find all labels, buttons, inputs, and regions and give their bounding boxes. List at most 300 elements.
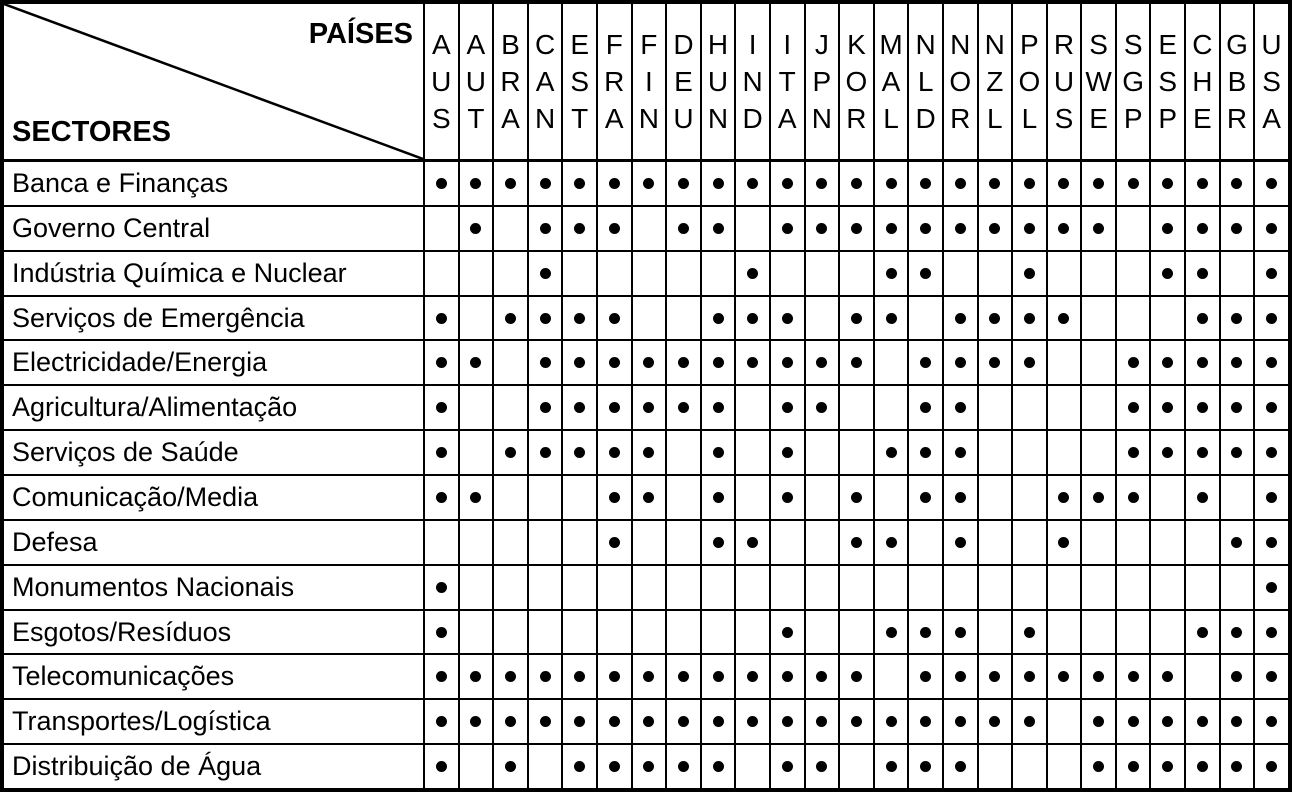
dot-marker: [816, 402, 827, 413]
matrix-cell-deu: [667, 297, 702, 340]
country-code-letter: A: [777, 103, 797, 134]
dot-marker: [816, 716, 827, 727]
matrix-cell-ita: [771, 431, 806, 474]
matrix-cell-nor: [944, 431, 979, 474]
country-column-header-nld: [909, 4, 944, 159]
matrix-cell-aus: [425, 521, 460, 564]
matrix-cell-esp: [1151, 745, 1186, 788]
matrix-cell-pol: [1013, 207, 1048, 250]
country-code-letter: O: [845, 66, 868, 97]
matrix-cell-est: [563, 207, 598, 250]
matrix-cell-deu: [667, 207, 702, 250]
dot-marker: [713, 492, 724, 503]
country-code-letter: U: [431, 66, 452, 97]
sector-label: Esgotos/Resíduos: [4, 611, 425, 654]
matrix-cell-ind: [736, 207, 771, 250]
country-code-letter: L: [917, 66, 934, 97]
country-code-letter: U: [1261, 29, 1282, 60]
matrix-cell-fin: [633, 341, 668, 384]
matrix-cell-hun: [702, 431, 737, 474]
dot-marker: [1266, 492, 1277, 503]
matrix-cell-kor: [840, 745, 875, 788]
dot-marker: [1197, 357, 1208, 368]
matrix-cell-kor: [840, 611, 875, 654]
matrix-cell-aus: [425, 476, 460, 519]
matrix-cell-usa: [1255, 386, 1288, 429]
matrix-cell-usa: [1255, 745, 1288, 788]
matrix-cell-gbr: [1221, 341, 1256, 384]
matrix-cell-aut: [460, 297, 495, 340]
matrix-cell-can: [529, 476, 564, 519]
dot-marker: [747, 671, 758, 682]
dot-marker: [955, 313, 966, 324]
matrix-cell-nzl: [979, 521, 1014, 564]
dot-marker: [1197, 223, 1208, 234]
matrix-cell-pol: [1013, 386, 1048, 429]
dot-marker: [955, 537, 966, 548]
matrix-cell-deu: [667, 431, 702, 474]
matrix-cell-rus: [1048, 745, 1083, 788]
matrix-cell-swe: [1082, 655, 1117, 698]
dot-marker: [1162, 761, 1173, 772]
matrix-cell-hun: [702, 386, 737, 429]
country-code-letter: S: [1262, 66, 1281, 97]
matrix-cell-aut: [460, 207, 495, 250]
matrix-cell-kor: [840, 521, 875, 564]
matrix-cell-pol: [1013, 431, 1048, 474]
matrix-cell-che: [1186, 207, 1221, 250]
matrix-cell-sgp: [1117, 611, 1152, 654]
matrix-cell-nor: [944, 252, 979, 295]
matrix-cell-ind: [736, 566, 771, 609]
dot-marker: [713, 402, 724, 413]
matrix-cell-nor: [944, 476, 979, 519]
dot-marker: [1197, 178, 1208, 189]
matrix-cell-sgp: [1117, 252, 1152, 295]
matrix-cell-gbr: [1221, 162, 1256, 205]
matrix-cell-deu: [667, 341, 702, 384]
matrix-cell-est: [563, 745, 598, 788]
matrix-cell-ita: [771, 745, 806, 788]
dot-marker: [1197, 268, 1208, 279]
dot-marker: [920, 447, 931, 458]
matrix-cell-usa: [1255, 476, 1288, 519]
sector-label: Comunicação/Media: [4, 476, 425, 519]
country-code-letter: A: [1262, 103, 1281, 134]
matrix-cell-can: [529, 611, 564, 654]
dot-marker: [470, 357, 481, 368]
matrix-cell-jpn: [806, 476, 841, 519]
matrix-cell-mal: [875, 745, 910, 788]
matrix-cell-swe: [1082, 386, 1117, 429]
dot-marker: [747, 357, 758, 368]
matrix-cell-fra: [598, 207, 633, 250]
dot-marker: [678, 671, 689, 682]
matrix-cell-bra: [494, 207, 529, 250]
matrix-cell-nzl: [979, 297, 1014, 340]
dot-marker: [470, 178, 481, 189]
matrix-cell-nor: [944, 655, 979, 698]
country-column-header-jpn: [806, 4, 841, 159]
matrix-cell-swe: [1082, 297, 1117, 340]
matrix-cell-aus: [425, 341, 460, 384]
dot-marker: [816, 671, 827, 682]
matrix-cell-mal: [875, 431, 910, 474]
matrix-cell-aut: [460, 476, 495, 519]
dot-marker: [1058, 223, 1069, 234]
matrix-cell-swe: [1082, 341, 1117, 384]
matrix-cell-est: [563, 566, 598, 609]
country-column-header-usa: [1255, 4, 1288, 159]
matrix-cell-bra: [494, 431, 529, 474]
dot-marker: [989, 716, 1000, 727]
matrix-cell-ita: [771, 162, 806, 205]
country-column-header-can: [529, 4, 564, 159]
dot-marker: [1231, 761, 1242, 772]
matrix-cell-esp: [1151, 700, 1186, 743]
dot-marker: [574, 761, 585, 772]
matrix-cell-che: [1186, 611, 1221, 654]
dot-marker: [436, 716, 447, 727]
matrix-cell-fra: [598, 431, 633, 474]
dot-marker: [540, 313, 551, 324]
matrix-cell-est: [563, 655, 598, 698]
country-code-letter: J: [814, 29, 829, 60]
dot-marker: [609, 357, 620, 368]
matrix-cell-fra: [598, 745, 633, 788]
matrix-cell-aut: [460, 431, 495, 474]
dot-marker: [1231, 223, 1242, 234]
matrix-cell-rus: [1048, 341, 1083, 384]
dot-marker: [851, 178, 862, 189]
table-row: [4, 566, 1288, 611]
dot-marker: [609, 402, 620, 413]
matrix-cell-nor: [944, 207, 979, 250]
matrix-cell-fra: [598, 476, 633, 519]
dot-marker: [609, 537, 620, 548]
country-code-letter: Z: [986, 66, 1004, 97]
dot-marker: [436, 402, 447, 413]
country-code-letter: R: [846, 103, 867, 134]
dot-marker: [1266, 537, 1277, 548]
dot-marker: [1128, 447, 1139, 458]
matrix-cell-hun: [702, 655, 737, 698]
matrix-cell-esp: [1151, 476, 1186, 519]
matrix-cell-fra: [598, 611, 633, 654]
matrix-cell-gbr: [1221, 386, 1256, 429]
dot-marker: [920, 268, 931, 279]
country-code-letter: P: [812, 66, 832, 97]
matrix-cell-nor: [944, 745, 979, 788]
dot-marker: [1162, 268, 1173, 279]
table-row: [4, 386, 1288, 431]
dot-marker: [1197, 627, 1208, 638]
matrix-cell-mal: [875, 162, 910, 205]
dot-marker: [1024, 357, 1035, 368]
matrix-cell-jpn: [806, 521, 841, 564]
dot-marker: [851, 223, 862, 234]
table-row: [4, 476, 1288, 521]
matrix-cell-aut: [460, 566, 495, 609]
matrix-cell-nor: [944, 700, 979, 743]
dot-marker: [747, 313, 758, 324]
matrix-cell-fin: [633, 521, 668, 564]
country-code-letter: N: [915, 29, 936, 60]
matrix-cell-fin: [633, 386, 668, 429]
matrix-cell-esp: [1151, 341, 1186, 384]
dot-marker: [1093, 492, 1104, 503]
matrix-cell-nzl: [979, 341, 1014, 384]
dot-marker: [1128, 671, 1139, 682]
dot-marker: [1197, 313, 1208, 324]
matrix-cell-nld: [909, 297, 944, 340]
matrix-cell-jpn: [806, 341, 841, 384]
country-column-header-che: [1186, 4, 1221, 159]
matrix-cell-fin: [633, 431, 668, 474]
dot-marker: [678, 178, 689, 189]
matrix-cell-est: [563, 297, 598, 340]
matrix-cell-fin: [633, 745, 668, 788]
matrix-cell-aut: [460, 655, 495, 698]
matrix-cell-sgp: [1117, 341, 1152, 384]
country-code-letter: N: [534, 103, 556, 134]
dot-marker: [643, 716, 654, 727]
matrix-cell-kor: [840, 207, 875, 250]
dot-marker: [920, 716, 931, 727]
matrix-cell-hun: [702, 341, 737, 384]
matrix-cell-nld: [909, 341, 944, 384]
dot-marker: [643, 671, 654, 682]
matrix-cell-bra: [494, 297, 529, 340]
matrix-cell-nzl: [979, 476, 1014, 519]
sector-label: Banca e Finanças: [4, 162, 425, 205]
dot-marker: [713, 671, 724, 682]
matrix-cell-nld: [909, 476, 944, 519]
matrix-cell-aut: [460, 252, 495, 295]
table-row: [4, 521, 1288, 566]
matrix-cell-can: [529, 431, 564, 474]
dot-marker: [470, 223, 481, 234]
matrix-cell-aus: [425, 566, 460, 609]
dot-marker: [851, 492, 862, 503]
matrix-cell-nzl: [979, 431, 1014, 474]
matrix-cell-est: [563, 341, 598, 384]
sector-label: Electricidade/Energia: [4, 341, 425, 384]
matrix-cell-fra: [598, 700, 633, 743]
matrix-cell-aut: [460, 611, 495, 654]
country-column-header-swe: [1082, 4, 1117, 159]
matrix-cell-ind: [736, 476, 771, 519]
dot-marker: [609, 716, 620, 727]
matrix-cell-che: [1186, 341, 1221, 384]
country-code-letter: D: [742, 103, 763, 134]
matrix-cell-che: [1186, 655, 1221, 698]
matrix-cell-usa: [1255, 252, 1288, 295]
matrix-cell-pol: [1013, 162, 1048, 205]
matrix-cell-usa: [1255, 341, 1288, 384]
matrix-cell-can: [529, 566, 564, 609]
dot-marker: [574, 716, 585, 727]
matrix-cell-aus: [425, 297, 460, 340]
matrix-cell-kor: [840, 655, 875, 698]
country-code-letter: F: [640, 29, 658, 60]
matrix-cell-fra: [598, 341, 633, 384]
matrix-cell-gbr: [1221, 566, 1256, 609]
dot-marker: [1197, 402, 1208, 413]
dot-marker: [816, 223, 827, 234]
country-code-letter: N: [707, 103, 729, 134]
country-column-header-nor: [944, 4, 979, 159]
matrix-cell-gbr: [1221, 700, 1256, 743]
dot-marker: [1231, 402, 1242, 413]
country-code-letter: E: [1158, 29, 1178, 60]
dot-marker: [920, 671, 931, 682]
dot-marker: [955, 627, 966, 638]
matrix-cell-jpn: [806, 252, 841, 295]
matrix-cell-rus: [1048, 521, 1083, 564]
dot-marker: [747, 537, 758, 548]
dot-marker: [920, 492, 931, 503]
dot-marker: [747, 268, 758, 279]
matrix-cell-est: [563, 611, 598, 654]
matrix-cell-sgp: [1117, 745, 1152, 788]
matrix-cell-sgp: [1117, 207, 1152, 250]
dot-marker: [1266, 716, 1277, 727]
country-column-header-ita: [771, 4, 806, 159]
matrix-cell-pol: [1013, 611, 1048, 654]
dot-marker: [436, 761, 447, 772]
matrix-cell-kor: [840, 700, 875, 743]
dot-marker: [955, 402, 966, 413]
matrix-cell-esp: [1151, 655, 1186, 698]
matrix-cell-nor: [944, 386, 979, 429]
matrix-cell-rus: [1048, 476, 1083, 519]
country-code-letter: N: [950, 29, 971, 60]
matrix-cell-fin: [633, 162, 668, 205]
matrix-cell-bra: [494, 566, 529, 609]
matrix-cell-che: [1186, 566, 1221, 609]
dot-marker: [851, 716, 862, 727]
dot-marker: [713, 178, 724, 189]
matrix-cell-nzl: [979, 655, 1014, 698]
country-code-letter: U: [465, 66, 486, 97]
matrix-cell-bra: [494, 341, 529, 384]
country-code-letter: E: [674, 66, 693, 97]
country-code-letter: L: [1021, 103, 1038, 134]
dot-marker: [851, 537, 862, 548]
country-code-letter: N: [811, 103, 832, 134]
matrix-cell-nor: [944, 162, 979, 205]
matrix-cell-can: [529, 745, 564, 788]
matrix-cell-ita: [771, 297, 806, 340]
dot-marker: [609, 447, 620, 458]
dot-marker: [1197, 761, 1208, 772]
matrix-cell-aut: [460, 386, 495, 429]
matrix-cell-bra: [494, 386, 529, 429]
matrix-cell-gbr: [1221, 745, 1256, 788]
matrix-cell-che: [1186, 521, 1221, 564]
dot-marker: [505, 447, 516, 458]
dot-marker: [920, 357, 931, 368]
dot-marker: [782, 716, 793, 727]
country-code-letter: F: [605, 29, 623, 60]
table-row: [4, 252, 1288, 297]
matrix-cell-ind: [736, 162, 771, 205]
dot-marker: [609, 223, 620, 234]
matrix-cell-mal: [875, 566, 910, 609]
matrix-cell-rus: [1048, 297, 1083, 340]
table-row: [4, 700, 1288, 745]
dot-marker: [1093, 716, 1104, 727]
dot-marker: [955, 447, 966, 458]
dot-marker: [1128, 178, 1139, 189]
matrix-cell-rus: [1048, 655, 1083, 698]
matrix-cell-hun: [702, 252, 737, 295]
matrix-cell-che: [1186, 476, 1221, 519]
matrix-cell-deu: [667, 611, 702, 654]
matrix-cell-aut: [460, 745, 495, 788]
matrix-cell-fin: [633, 476, 668, 519]
matrix-cell-nld: [909, 611, 944, 654]
matrix-cell-ita: [771, 252, 806, 295]
dot-marker: [436, 492, 447, 503]
matrix-cell-nld: [909, 700, 944, 743]
matrix-cell-est: [563, 431, 598, 474]
matrix-cell-esp: [1151, 297, 1186, 340]
matrix-cell-est: [563, 521, 598, 564]
dot-marker: [1231, 627, 1242, 638]
matrix-cell-hun: [702, 700, 737, 743]
dot-marker: [713, 357, 724, 368]
sector-label: Distribuição de Água: [4, 745, 425, 788]
matrix-cell-deu: [667, 521, 702, 564]
matrix-cell-can: [529, 655, 564, 698]
matrix-cell-kor: [840, 297, 875, 340]
matrix-cell-fra: [598, 521, 633, 564]
dot-marker: [540, 178, 551, 189]
country-code-letter: A: [535, 66, 555, 97]
table-row: [4, 655, 1288, 700]
matrix-cell-hun: [702, 566, 737, 609]
dot-marker: [436, 671, 447, 682]
matrix-cell-can: [529, 162, 564, 205]
matrix-cell-hun: [702, 521, 737, 564]
dot-marker: [1266, 582, 1277, 593]
dot-marker: [851, 671, 862, 682]
matrix-cell-bra: [494, 252, 529, 295]
dot-marker: [1266, 313, 1277, 324]
country-column-header-nzl: [979, 4, 1014, 159]
matrix-cell-pol: [1013, 655, 1048, 698]
country-column-header-gbr: [1221, 4, 1256, 159]
dot-marker: [955, 716, 966, 727]
matrix-cell-swe: [1082, 745, 1117, 788]
dot-marker: [1197, 716, 1208, 727]
dot-marker: [782, 447, 793, 458]
dot-marker: [609, 761, 620, 772]
matrix-cell-esp: [1151, 207, 1186, 250]
matrix-cell-usa: [1255, 521, 1288, 564]
dot-marker: [1266, 223, 1277, 234]
country-column-header-esp: [1151, 4, 1186, 159]
dot-marker: [643, 761, 654, 772]
matrix-cell-swe: [1082, 162, 1117, 205]
dot-marker: [1093, 223, 1104, 234]
matrix-cell-fin: [633, 297, 668, 340]
matrix-cell-jpn: [806, 297, 841, 340]
dot-marker: [1162, 447, 1173, 458]
country-code-letter: E: [1089, 103, 1108, 134]
